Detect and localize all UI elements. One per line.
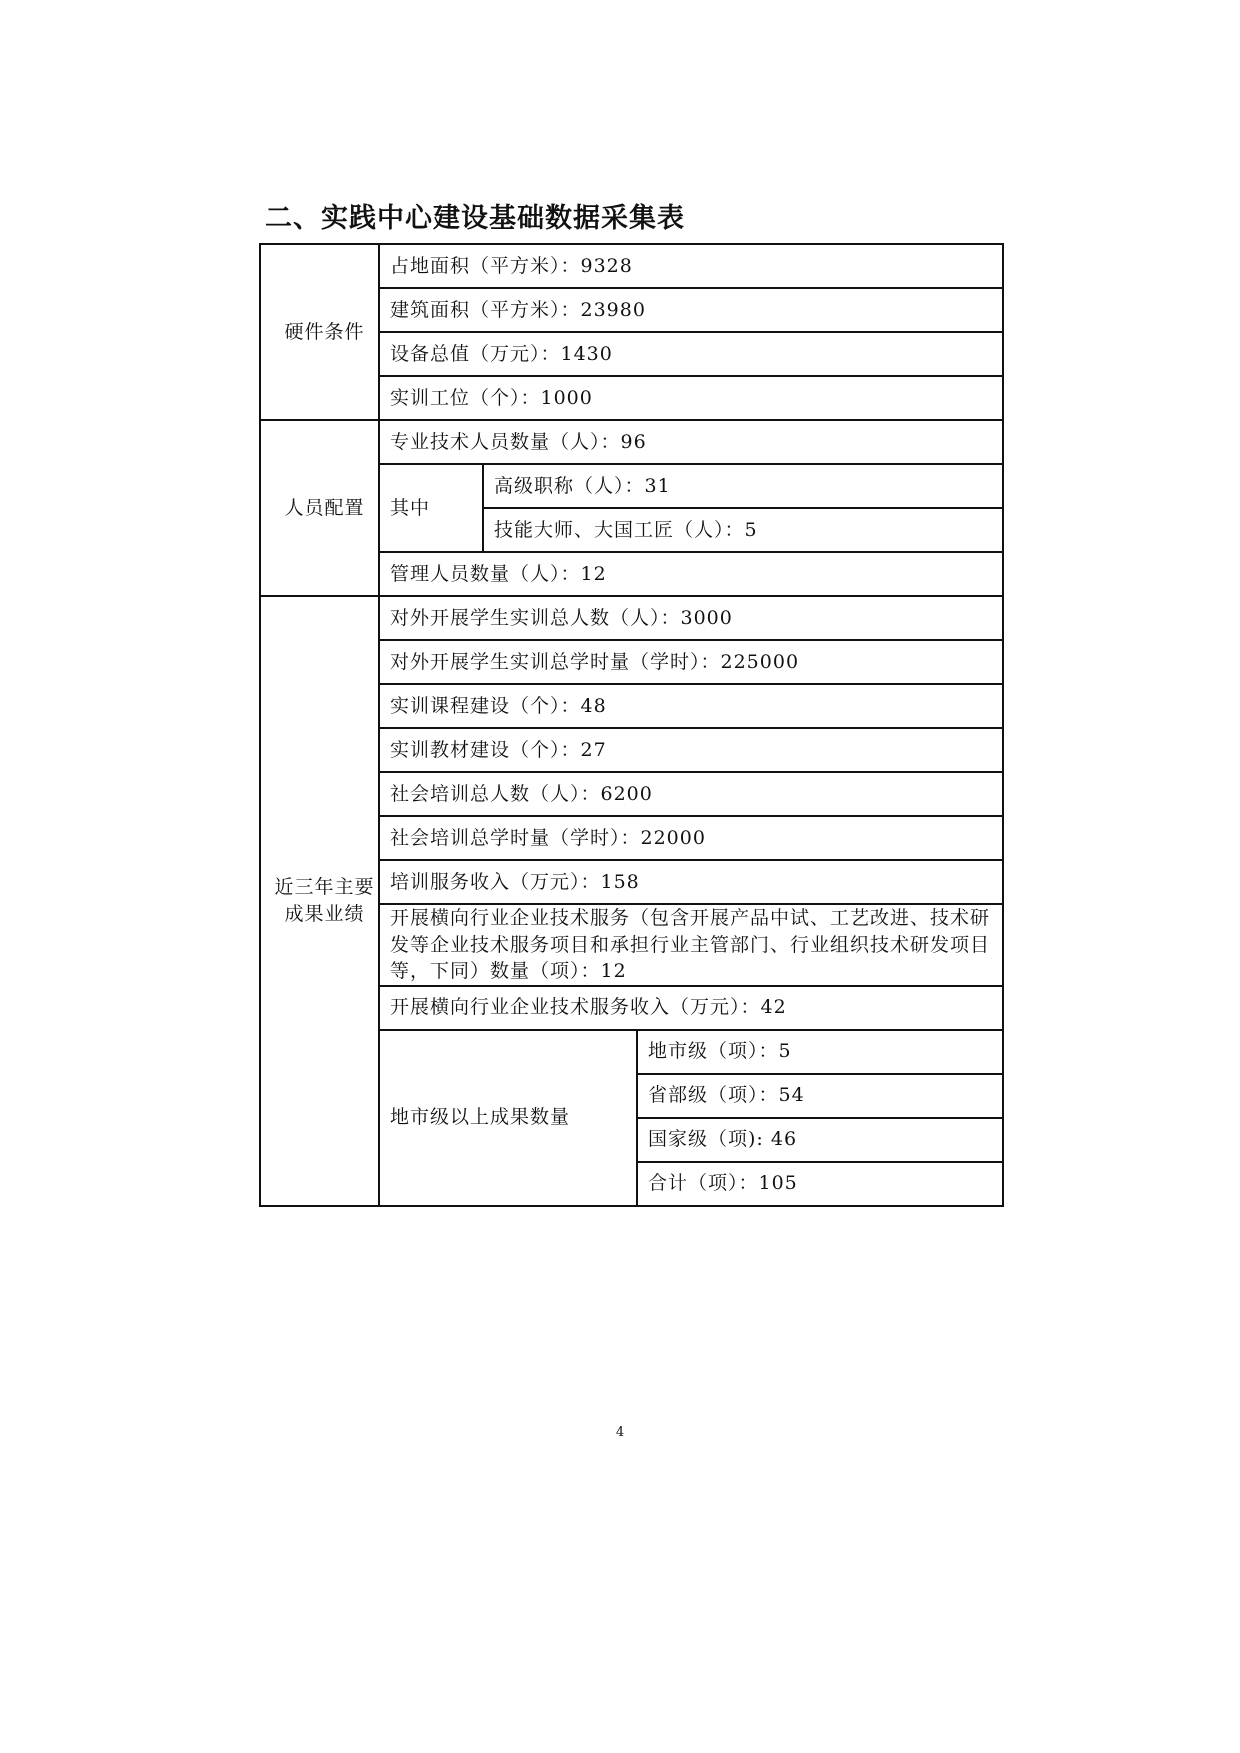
staff-masters: 技能大师、大国工匠（人）：5 <box>483 508 1003 552</box>
table-row <box>260 420 1003 464</box>
ach-courses: 实训课程建设（个）：48 <box>379 684 1003 728</box>
ach-tech-income: 开展横向行业企业技术服务收入（万元）：42 <box>379 986 1003 1030</box>
table-row <box>260 596 1003 640</box>
hardware-building-area: 建筑面积（平方米）：23980 <box>379 288 1003 332</box>
ach-training-income: 培训服务收入（万元）：158 <box>379 860 1003 904</box>
page-number: 4 <box>615 1425 625 1440</box>
ach-results-national: 国家级（项): 46 <box>637 1118 1003 1162</box>
hardware-equipment-value: 设备总值（万元）：1430 <box>379 332 1003 376</box>
table-row <box>260 244 1003 288</box>
ach-textbooks: 实训教材建设（个）：27 <box>379 728 1003 772</box>
ach-student-trainees: 对外开展学生实训总人数（人）：3000 <box>379 596 1003 640</box>
staff-tech-count: 专业技术人员数量（人）：96 <box>379 420 1003 464</box>
ach-results-label: 地市级以上成果数量 <box>379 1030 637 1206</box>
category-hardware: 硬件条件 <box>260 244 379 420</box>
hardware-training-stations: 实训工位（个）：1000 <box>379 376 1003 420</box>
ach-social-hours: 社会培训总学时量（学时）：22000 <box>379 816 1003 860</box>
page-heading: 二、实践中心建设基础数据采集表 <box>265 203 685 234</box>
ach-student-hours: 对外开展学生实训总学时量（学时）：225000 <box>379 640 1003 684</box>
staff-of-which-label: 其中 <box>379 464 483 552</box>
data-collection-table <box>259 243 1004 1207</box>
staff-management-count: 管理人员数量（人）：12 <box>379 552 1003 596</box>
ach-social-trainees: 社会培训总人数（人）：6200 <box>379 772 1003 816</box>
ach-results-total: 合计（项）：105 <box>637 1162 1003 1206</box>
staff-senior-titles: 高级职称（人）：31 <box>483 464 1003 508</box>
ach-results-province: 省部级（项）：54 <box>637 1074 1003 1118</box>
ach-tech-services: 开展横向行业企业技术服务（包含开展产品中试、工艺改进、技术研发等企业技术服务项目和承担行业主管部门、行业组织技术研发项目等，下同）数量（项）：12 <box>379 904 1003 986</box>
category-staff: 人员配置 <box>260 420 379 596</box>
hardware-land-area: 占地面积（平方米）：9328 <box>379 244 1003 288</box>
category-achievements: 近三年主要成果业绩 <box>260 596 379 1206</box>
ach-results-city: 地市级（项）：5 <box>637 1030 1003 1074</box>
